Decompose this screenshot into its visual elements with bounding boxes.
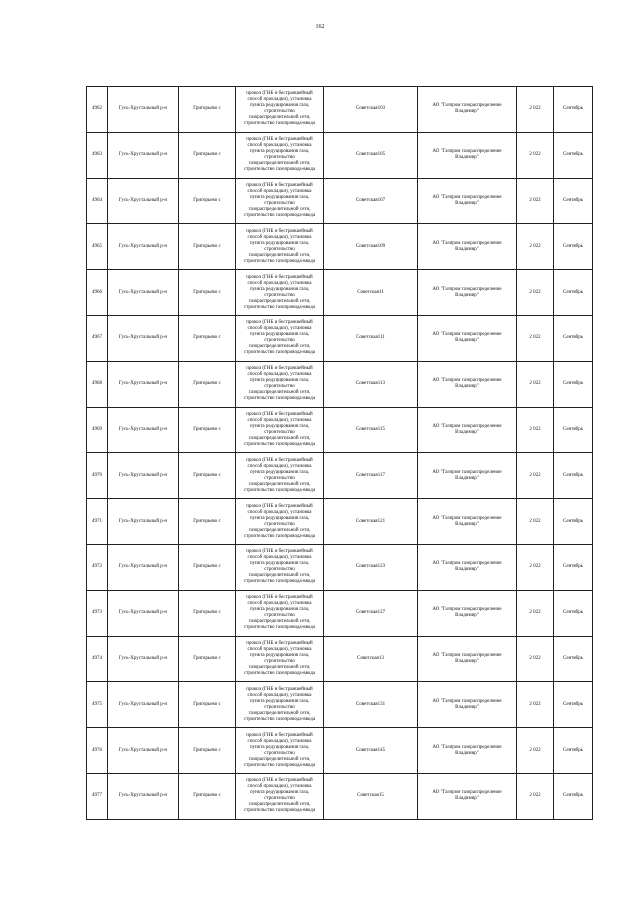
cell-month: Сентябрь bbox=[554, 315, 593, 361]
cell-number: 4974 bbox=[87, 636, 108, 682]
description-line: пункта редуцирования газа, bbox=[249, 561, 310, 567]
description-line: способ прокладки), установка bbox=[247, 784, 312, 790]
cell-year: 2 022 bbox=[517, 132, 554, 178]
description-line: строительство bbox=[264, 567, 295, 573]
description-line: способ прокладки), установка bbox=[247, 509, 312, 515]
cell-address: Советская145 bbox=[324, 728, 418, 774]
cell-locality: Григорьево с bbox=[179, 590, 236, 636]
cell-locality: Григорьево с bbox=[179, 132, 236, 178]
cell-organization: АО "Газпром газораспределение Владимир" bbox=[418, 453, 517, 499]
description-line: пункта редуцирования газа, bbox=[249, 286, 310, 292]
description-line: способ прокладки), установка bbox=[247, 692, 312, 698]
cell-year: 2 022 bbox=[517, 544, 554, 590]
cell-organization: АО "Газпром газораспределение Владимир" bbox=[418, 544, 517, 590]
cell-number: 4963 bbox=[87, 132, 108, 178]
cell-district: Гусь-Хрустальный р-н bbox=[108, 499, 179, 545]
cell-locality: Григорьево с bbox=[179, 636, 236, 682]
cell-district: Гусь-Хрустальный р-н bbox=[108, 224, 179, 270]
cell-organization: АО "Газпром газораспределение Владимир" bbox=[418, 224, 517, 270]
cell-month: Сентябрь bbox=[554, 407, 593, 453]
cell-address: Советская105 bbox=[324, 132, 418, 178]
cell-address: Советская109 bbox=[324, 224, 418, 270]
table-row bbox=[87, 178, 593, 224]
description-line: пункта редуцирования газа, bbox=[249, 744, 310, 750]
table-row bbox=[87, 270, 593, 316]
cell-organization: АО "Газпром газораспределение Владимир" bbox=[418, 728, 517, 774]
description-line: прокол (ГНБ и бестраншейный bbox=[246, 640, 313, 646]
description-line: прокол (ГНБ и бестраншейный bbox=[246, 411, 313, 417]
description-line: строительство газопровода-ввода bbox=[243, 625, 316, 631]
cell-organization: АО "Газпром газораспределение Владимир" bbox=[418, 590, 517, 636]
table-row bbox=[87, 224, 593, 270]
cell-locality: Григорьево с bbox=[179, 315, 236, 361]
cell-work-description bbox=[236, 178, 324, 224]
cell-number: 4971 bbox=[87, 499, 108, 545]
description-line: прокол (ГНБ и бестраншейный bbox=[246, 686, 313, 692]
cell-work-description bbox=[236, 590, 324, 636]
description-line: газораспределительной сети, bbox=[248, 161, 311, 167]
description-line: способ прокладки), установка bbox=[247, 326, 312, 332]
description-line: прокол (ГНБ и бестраншейный bbox=[246, 595, 313, 601]
cell-locality: Григорьево с bbox=[179, 682, 236, 728]
table-row bbox=[87, 773, 593, 819]
description-line: пункта редуцирования газа, bbox=[249, 515, 310, 521]
description-line: пункта редуцирования газа, bbox=[249, 240, 310, 246]
cell-district: Гусь-Хрустальный р-н bbox=[108, 132, 179, 178]
description-line: пункта редуцирования газа, bbox=[249, 790, 310, 796]
cell-work-description bbox=[236, 499, 324, 545]
cell-district: Гусь-Хрустальный р-н bbox=[108, 590, 179, 636]
description-line: строительство bbox=[264, 475, 295, 481]
cell-month: Сентябрь bbox=[554, 361, 593, 407]
description-line: строительство bbox=[264, 658, 295, 664]
description-line: газораспределительной сети, bbox=[248, 115, 311, 121]
cell-district: Гусь-Хрустальный р-н bbox=[108, 544, 179, 590]
cell-number: 4970 bbox=[87, 453, 108, 499]
cell-address: Советская127 bbox=[324, 590, 418, 636]
cell-number: 4973 bbox=[87, 590, 108, 636]
cell-number: 4967 bbox=[87, 315, 108, 361]
cell-address: Советская103 bbox=[324, 87, 418, 133]
description-line: прокол (ГНБ и бестраншейный bbox=[246, 274, 313, 280]
cell-work-description bbox=[236, 132, 324, 178]
cell-year: 2 022 bbox=[517, 773, 554, 819]
cell-locality: Григорьево с bbox=[179, 178, 236, 224]
cell-year: 2 022 bbox=[517, 499, 554, 545]
description-line: прокол (ГНБ и бестраншейный bbox=[246, 549, 313, 555]
cell-address: Советская113 bbox=[324, 361, 418, 407]
cell-locality: Григорьево с bbox=[179, 407, 236, 453]
cell-number: 4962 bbox=[87, 87, 108, 133]
description-line: способ прокладки), установка bbox=[247, 646, 312, 652]
cell-work-description bbox=[236, 407, 324, 453]
description-line: прокол (ГНБ и бестраншейный bbox=[246, 137, 313, 143]
description-line: строительство bbox=[264, 384, 295, 390]
cell-number: 4968 bbox=[87, 361, 108, 407]
cell-month: Сентябрь bbox=[554, 132, 593, 178]
description-line: пункта редуцирования газа, bbox=[249, 698, 310, 704]
description-line: строительство газопровода-ввода bbox=[243, 579, 316, 585]
description-line: строительство bbox=[264, 750, 295, 756]
description-line: газораспределительной сети, bbox=[248, 802, 311, 808]
cell-month: Сентябрь bbox=[554, 224, 593, 270]
cell-locality: Григорьево с bbox=[179, 270, 236, 316]
cell-number: 4969 bbox=[87, 407, 108, 453]
cell-address: Советская131 bbox=[324, 682, 418, 728]
description-line: прокол (ГНБ и бестраншейный bbox=[246, 457, 313, 463]
cell-year: 2 022 bbox=[517, 178, 554, 224]
cell-locality: Григорьево с bbox=[179, 773, 236, 819]
cell-year: 2 022 bbox=[517, 407, 554, 453]
cell-year: 2 022 bbox=[517, 361, 554, 407]
cell-number: 4965 bbox=[87, 224, 108, 270]
cell-work-description bbox=[236, 453, 324, 499]
cell-number: 4966 bbox=[87, 270, 108, 316]
cell-month: Сентябрь bbox=[554, 636, 593, 682]
description-line: газораспределительной сети, bbox=[248, 344, 311, 350]
description-line: прокол (ГНБ и бестраншейный bbox=[246, 366, 313, 372]
description-line: строительство bbox=[264, 292, 295, 298]
cell-district: Гусь-Хрустальный р-н bbox=[108, 407, 179, 453]
cell-month: Сентябрь bbox=[554, 728, 593, 774]
description-line: прокол (ГНБ и бестраншейный bbox=[246, 91, 313, 97]
table-row bbox=[87, 87, 593, 133]
description-line: строительство bbox=[264, 155, 295, 161]
description-line: прокол (ГНБ и бестраншейный bbox=[246, 778, 313, 784]
cell-organization: АО "Газпром газораспределение Владимир" bbox=[418, 132, 517, 178]
description-line: пункта редуцирования газа, bbox=[249, 652, 310, 658]
description-line: пункта редуцирования газа, bbox=[249, 332, 310, 338]
cell-locality: Григорьево с bbox=[179, 361, 236, 407]
table-row bbox=[87, 636, 593, 682]
cell-month: Сентябрь bbox=[554, 544, 593, 590]
description-line: строительство газопровода-ввода bbox=[243, 212, 316, 218]
description-line: газораспределительной сети, bbox=[248, 573, 311, 579]
cell-work-description bbox=[236, 636, 324, 682]
cell-number: 4972 bbox=[87, 544, 108, 590]
description-line: прокол (ГНБ и бестраншейный bbox=[246, 228, 313, 234]
description-line: газораспределительной сети, bbox=[248, 527, 311, 533]
cell-address: Советская13 bbox=[324, 636, 418, 682]
cell-number: 4964 bbox=[87, 178, 108, 224]
description-line: строительство bbox=[264, 521, 295, 527]
cell-address: Советская117 bbox=[324, 453, 418, 499]
cell-organization: АО "Газпром газораспределение Владимир" bbox=[418, 361, 517, 407]
cell-number: 4976 bbox=[87, 728, 108, 774]
description-line: способ прокладки), установка bbox=[247, 97, 312, 103]
cell-organization: АО "Газпром газораспределение Владимир" bbox=[418, 270, 517, 316]
description-line: строительство газопровода-ввода bbox=[243, 808, 316, 814]
cell-month: Сентябрь bbox=[554, 87, 593, 133]
description-line: строительство bbox=[264, 109, 295, 115]
cell-address: Советская11 bbox=[324, 270, 418, 316]
description-line: строительство газопровода-ввода bbox=[243, 258, 316, 264]
cell-locality: Григорьево с bbox=[179, 87, 236, 133]
cell-organization: АО "Газпром газораспределение Владимир" bbox=[418, 636, 517, 682]
cell-month: Сентябрь bbox=[554, 773, 593, 819]
description-line: строительство газопровода-ввода bbox=[243, 396, 316, 402]
description-line: способ прокладки), установка bbox=[247, 143, 312, 149]
description-line: способ прокладки), установка bbox=[247, 188, 312, 194]
cell-organization: АО "Газпром газораспределение Владимир" bbox=[418, 315, 517, 361]
cell-locality: Григорьево с bbox=[179, 728, 236, 774]
cell-number: 4977 bbox=[87, 773, 108, 819]
cell-month: Сентябрь bbox=[554, 682, 593, 728]
description-line: газораспределительной сети, bbox=[248, 756, 311, 762]
cell-locality: Григорьево с bbox=[179, 499, 236, 545]
cell-year: 2 022 bbox=[517, 728, 554, 774]
description-line: газораспределительной сети, bbox=[248, 619, 311, 625]
cell-district: Гусь-Хрустальный р-н bbox=[108, 87, 179, 133]
description-line: пункта редуцирования газа, bbox=[249, 194, 310, 200]
cell-district: Гусь-Хрустальный р-н bbox=[108, 682, 179, 728]
description-line: строительство bbox=[264, 429, 295, 435]
table-row bbox=[87, 453, 593, 499]
table-row bbox=[87, 132, 593, 178]
description-line: пункта редуцирования газа, bbox=[249, 103, 310, 109]
table-row bbox=[87, 728, 593, 774]
cell-organization: АО "Газпром газораспределение Владимир" bbox=[418, 178, 517, 224]
description-line: газораспределительной сети, bbox=[248, 206, 311, 212]
description-line: газораспределительной сети, bbox=[248, 710, 311, 716]
cell-district: Гусь-Хрустальный р-н bbox=[108, 270, 179, 316]
table-row bbox=[87, 361, 593, 407]
description-line: способ прокладки), установка bbox=[247, 280, 312, 286]
cell-organization: АО "Газпром газораспределение Владимир" bbox=[418, 87, 517, 133]
description-line: строительство bbox=[264, 338, 295, 344]
cell-address: Советская121 bbox=[324, 499, 418, 545]
description-line: газораспределительной сети, bbox=[248, 298, 311, 304]
cell-address: Советская115 bbox=[324, 407, 418, 453]
description-line: пункта редуцирования газа, bbox=[249, 378, 310, 384]
cell-district: Гусь-Хрустальный р-н bbox=[108, 361, 179, 407]
table-body bbox=[87, 87, 593, 820]
description-line: пункта редуцирования газа, bbox=[249, 469, 310, 475]
description-line: строительство bbox=[264, 704, 295, 710]
cell-address: Советская111 bbox=[324, 315, 418, 361]
cell-organization: АО "Газпром газораспределение Владимир" bbox=[418, 499, 517, 545]
description-line: строительство газопровода-ввода bbox=[243, 762, 316, 768]
table-row bbox=[87, 682, 593, 728]
description-line: строительство газопровода-ввода bbox=[243, 350, 316, 356]
cell-work-description bbox=[236, 224, 324, 270]
description-line: пункта редуцирования газа, bbox=[249, 149, 310, 155]
description-line: способ прокладки), установка bbox=[247, 234, 312, 240]
table-row bbox=[87, 407, 593, 453]
description-line: строительство bbox=[264, 613, 295, 619]
description-line: строительство газопровода-ввода bbox=[243, 441, 316, 447]
cell-work-description bbox=[236, 315, 324, 361]
cell-number: 4975 bbox=[87, 682, 108, 728]
table-row bbox=[87, 315, 593, 361]
cell-organization: АО "Газпром газораспределение Владимир" bbox=[418, 773, 517, 819]
description-line: способ прокладки), установка bbox=[247, 738, 312, 744]
cell-district: Гусь-Хрустальный р-н bbox=[108, 636, 179, 682]
cell-month: Сентябрь bbox=[554, 590, 593, 636]
cell-work-description bbox=[236, 361, 324, 407]
cell-year: 2 022 bbox=[517, 315, 554, 361]
cell-month: Сентябрь bbox=[554, 453, 593, 499]
cell-district: Гусь-Хрустальный р-н bbox=[108, 773, 179, 819]
cell-address: Советская107 bbox=[324, 178, 418, 224]
description-line: способ прокладки), установка bbox=[247, 555, 312, 561]
cell-address: Советская15 bbox=[324, 773, 418, 819]
description-line: прокол (ГНБ и бестраншейный bbox=[246, 182, 313, 188]
description-line: строительство газопровода-ввода bbox=[243, 533, 316, 539]
description-line: пункта редуцирования газа, bbox=[249, 607, 310, 613]
description-line: газораспределительной сети, bbox=[248, 390, 311, 396]
description-line: газораспределительной сети, bbox=[248, 252, 311, 258]
cell-district: Гусь-Хрустальный р-н bbox=[108, 453, 179, 499]
cell-month: Сентябрь bbox=[554, 178, 593, 224]
cell-year: 2 022 bbox=[517, 87, 554, 133]
description-line: газораспределительной сети, bbox=[248, 481, 311, 487]
cell-month: Сентябрь bbox=[554, 499, 593, 545]
cell-district: Гусь-Хрустальный р-н bbox=[108, 728, 179, 774]
description-line: строительство газопровода-ввода bbox=[243, 670, 316, 676]
cell-work-description bbox=[236, 773, 324, 819]
description-line: строительство газопровода-ввода bbox=[243, 121, 316, 127]
description-line: прокол (ГНБ и бестраншейный bbox=[246, 320, 313, 326]
cell-address: Советская123 bbox=[324, 544, 418, 590]
cell-work-description bbox=[236, 270, 324, 316]
description-line: способ прокладки), установка bbox=[247, 601, 312, 607]
description-line: строительство газопровода-ввода bbox=[243, 167, 316, 173]
description-line: способ прокладки), установка bbox=[247, 463, 312, 469]
description-line: строительство bbox=[264, 200, 295, 206]
cell-locality: Григорьево с bbox=[179, 544, 236, 590]
description-line: прокол (ГНБ и бестраншейный bbox=[246, 732, 313, 738]
description-line: газораспределительной сети, bbox=[248, 664, 311, 670]
cell-year: 2 022 bbox=[517, 636, 554, 682]
cell-month: Сентябрь bbox=[554, 270, 593, 316]
description-line: строительство bbox=[264, 796, 295, 802]
cell-work-description bbox=[236, 544, 324, 590]
description-line: строительство bbox=[264, 246, 295, 252]
cell-district: Гусь-Хрустальный р-н bbox=[108, 178, 179, 224]
cell-locality: Григорьево с bbox=[179, 224, 236, 270]
cell-year: 2 022 bbox=[517, 682, 554, 728]
gasification-schedule-table bbox=[86, 86, 593, 820]
cell-year: 2 022 bbox=[517, 453, 554, 499]
description-line: строительство газопровода-ввода bbox=[243, 716, 316, 722]
description-line: способ прокладки), установка bbox=[247, 372, 312, 378]
page-number: 162 bbox=[315, 24, 325, 30]
description-line: строительство газопровода-ввода bbox=[243, 304, 316, 310]
cell-district: Гусь-Хрустальный р-н bbox=[108, 315, 179, 361]
description-line: газораспределительной сети, bbox=[248, 435, 311, 441]
cell-year: 2 022 bbox=[517, 224, 554, 270]
table-row bbox=[87, 544, 593, 590]
cell-work-description bbox=[236, 682, 324, 728]
table-row bbox=[87, 590, 593, 636]
description-line: строительство газопровода-ввода bbox=[243, 487, 316, 493]
cell-year: 2 022 bbox=[517, 590, 554, 636]
table-row bbox=[87, 499, 593, 545]
description-line: прокол (ГНБ и бестраншейный bbox=[246, 503, 313, 509]
cell-work-description bbox=[236, 87, 324, 133]
description-line: способ прокладки), установка bbox=[247, 417, 312, 423]
cell-year: 2 022 bbox=[517, 270, 554, 316]
description-line: пункта редуцирования газа, bbox=[249, 423, 310, 429]
cell-organization: АО "Газпром газораспределение Владимир" bbox=[418, 407, 517, 453]
cell-work-description bbox=[236, 728, 324, 774]
cell-organization: АО "Газпром газораспределение Владимир" bbox=[418, 682, 517, 728]
cell-locality: Григорьево с bbox=[179, 453, 236, 499]
